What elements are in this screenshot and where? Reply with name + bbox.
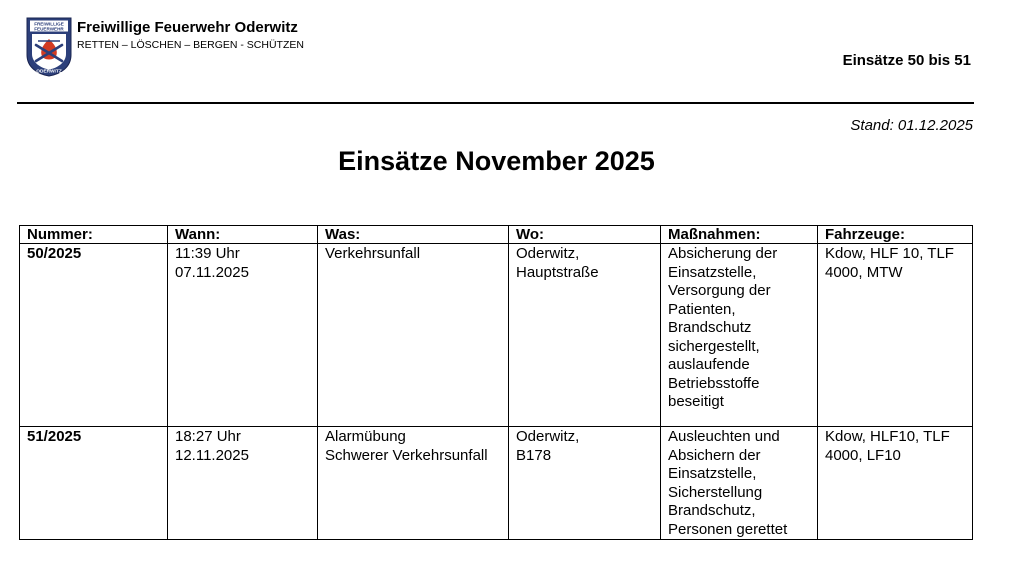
- column-header-massnahmen: Maßnahmen:: [661, 226, 818, 244]
- table-row: [20, 244, 973, 427]
- cell-wann: 11:39 Uhr 07.11.2025: [168, 244, 318, 427]
- svg-text:FREIWILLIGE: FREIWILLIGE: [34, 21, 64, 27]
- operations-table: [19, 225, 973, 540]
- column-header-wann: Wann:: [168, 226, 318, 244]
- cell-nummer: 50/2025: [20, 244, 168, 427]
- svg-text:FEUERWEHR: FEUERWEHR: [34, 26, 64, 32]
- fire-department-logo: [25, 17, 73, 77]
- cell-wo: Oderwitz, B178: [509, 427, 661, 540]
- cell-massnahmen: Ausleuchten und Absichern der Einsatzstelle, Sicherstellung Brandschutz, Personen gerettet: [661, 427, 818, 540]
- cell-was: Verkehrsunfall: [318, 244, 509, 427]
- column-header-was: Was:: [318, 226, 509, 244]
- cell-fahrzeuge: Kdow, HLF10, TLF 4000, LF10: [818, 427, 973, 540]
- cell-fahrzeuge: Kdow, HLF 10, TLF 4000, MTW: [818, 244, 973, 427]
- table-row: [20, 427, 973, 540]
- page-title: Einsätze November 2025: [338, 146, 655, 176]
- organization-name: Freiwillige Feuerwehr Oderwitz: [77, 19, 298, 36]
- cell-wo: Oderwitz, Hauptstraße: [509, 244, 661, 427]
- column-header-nummer: Nummer:: [20, 226, 168, 244]
- header-divider: [17, 102, 974, 104]
- column-header-wo: Wo:: [509, 226, 661, 244]
- cell-nummer: 51/2025: [20, 427, 168, 540]
- svg-text:ODERWITZ: ODERWITZ: [36, 69, 62, 75]
- operations-range: Einsätze 50 bis 51: [842, 52, 971, 69]
- cell-massnahmen: Absicherung der Einsatzstelle, Versorgung der Patienten, Brandschutz sichergestellt, auslaufende Betriebsstoffe beseitigt: [661, 244, 818, 427]
- organization-motto: RETTEN – LÖSCHEN – BERGEN - SCHÜTZEN: [77, 39, 304, 51]
- cell-wann: 18:27 Uhr 12.11.2025: [168, 427, 318, 540]
- table-header-row: [20, 226, 973, 244]
- column-header-fahrzeuge: Fahrzeuge:: [818, 226, 973, 244]
- cell-was: Alarmübung Schwerer Verkehrsunfall: [318, 427, 509, 540]
- status-date: Stand: 01.12.2025: [850, 117, 973, 134]
